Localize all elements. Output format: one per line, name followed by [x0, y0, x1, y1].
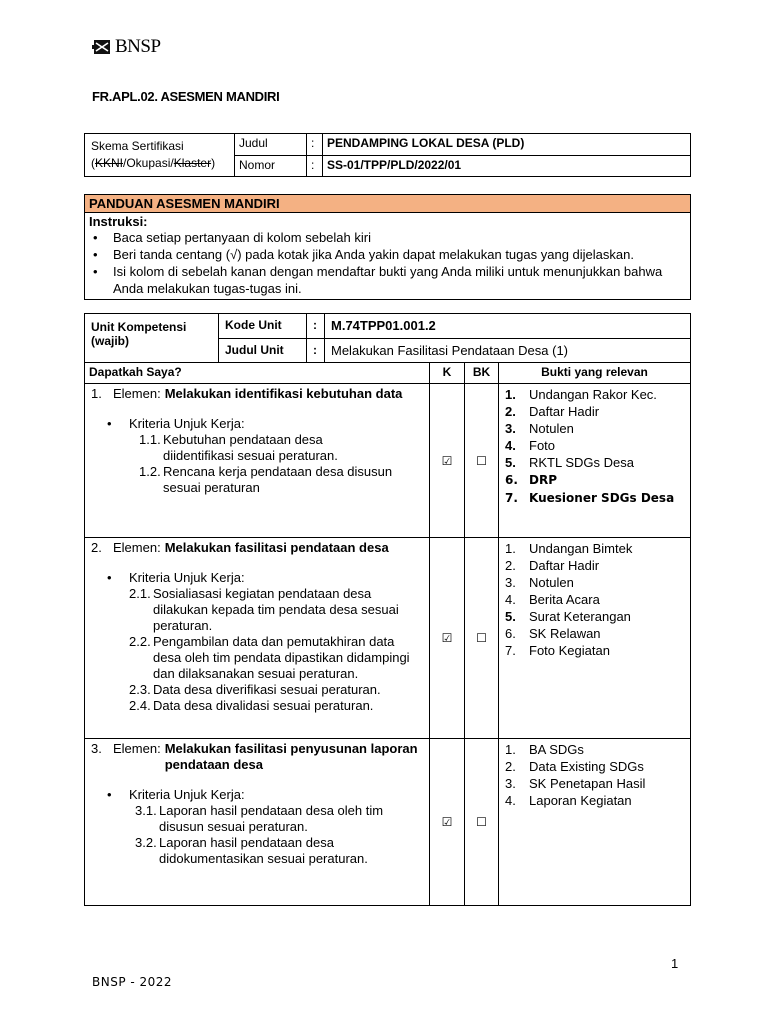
- kode-unit-colon: :: [307, 314, 325, 339]
- unit-label: Unit Kompetensi (wajib): [85, 314, 219, 363]
- elemen-2-cell: [85, 538, 430, 739]
- bukti-item: 4. Foto: [505, 438, 556, 453]
- skema-label: Skema Sertifikasi (KKNI/Okupasi/Klaster): [85, 134, 235, 177]
- kode-unit-label: Kode Unit: [219, 314, 307, 339]
- bukti-item: 2. Data Existing SDGs: [505, 759, 644, 774]
- bukti-item: 5. Surat Keterangan: [505, 609, 631, 624]
- instruksi-title: Instruksi:: [89, 214, 148, 229]
- form-title: FR.APL.02. ASESMEN MANDIRI: [92, 89, 280, 104]
- unit-kompetensi-table: [84, 313, 691, 906]
- kuk-item: 2.1. Sosialiasasi kegiatan pendataan desa dilakukan kepada tim pendata desa sesuai peraturan.: [129, 586, 399, 633]
- elemen-1-title: 1. Elemen: Melakukan identifikasi kebutuhan data: [91, 386, 403, 401]
- header-bukti: Bukti yang relevan: [499, 363, 691, 384]
- kode-unit-value: M.74TPP01.001.2: [325, 314, 691, 339]
- kuk-item: 2.2. Pengambilan data dan pemutakhiran data desa oleh tim pendata dipastikan didampingi dan dilaksanakan sesuai peraturan.: [129, 634, 410, 681]
- bukti-item: 3. SK Penetapan Hasil: [505, 776, 646, 791]
- header-dapatkah: Dapatkah Saya?: [85, 363, 430, 384]
- bukti-item: 4. Berita Acara: [505, 592, 600, 607]
- k-checkbox-3[interactable]: ☑: [430, 739, 465, 906]
- skema-table: [84, 133, 691, 177]
- bukti-item: 1. Undangan Rakor Kec.: [505, 387, 657, 402]
- bukti-item: 6. SK Relawan: [505, 626, 601, 641]
- bnsp-emblem-icon: [92, 37, 112, 57]
- elemen-1-cell: [85, 384, 430, 538]
- logo-text: BNSP: [115, 36, 161, 57]
- instruksi-item: • Beri tanda centang (√) pada kotak jika Anda yakin dapat melakukan tugas yang dijelaskan.: [93, 247, 634, 262]
- footer-text: BNSP - 2022: [92, 975, 173, 989]
- bukti-item: 3. Notulen: [505, 421, 574, 436]
- bukti-item: 1. BA SDGs: [505, 742, 584, 757]
- nomor-value: SS-01/TPP/PLD/2022/01: [323, 155, 691, 177]
- kuk-item: 1.2. Rencana kerja pendataan desa disusun sesuai peraturan: [139, 464, 393, 495]
- k-checkbox-2[interactable]: ☑: [430, 538, 465, 739]
- bk-checkbox-2[interactable]: ☐: [465, 538, 499, 739]
- kuk-2: • Kriteria Unjuk Kerja: 2.1. Sosialiasasi kegiatan pendataan desa dilakukan kepada tim pendata desa sesuai peraturan. 2.2. Pengambilan data dan pemutakhiran data desa oleh tim pendata dipastikan didampingi dan dilaksanakan sesuai peraturan. 2.3. Data desa diverifikasi sesuai peraturan. 2.4. Data desa divalidasi sesuai peraturan.: [91, 570, 423, 714]
- k-checkbox-1[interactable]: ☑: [430, 384, 465, 538]
- bukti-item: 1. Undangan Bimtek: [505, 541, 633, 556]
- kuk-item: 3.2. Laporan hasil pendataan desa didokumentasikan sesuai peraturan.: [135, 835, 368, 866]
- bukti-2: [499, 538, 691, 739]
- bukti-item: 3. Notulen: [505, 575, 574, 590]
- nomor-label: Nomor: [235, 155, 307, 177]
- kuk-item: 2.3. Data desa diverifikasi sesuai peraturan.: [129, 682, 381, 697]
- bukti-item: 7. Foto Kegiatan: [505, 643, 610, 658]
- elemen-3-title: 3. Elemen: Melakukan fasilitasi penyusunan laporan pendataan desa: [91, 741, 418, 772]
- instruksi-item: • Isi kolom di sebelah kanan dengan mendaftar bukti yang Anda miliki untuk menunjukkan bahwa Anda melakukan tugas-tugas ini.: [93, 264, 663, 296]
- panduan-table: [84, 194, 691, 300]
- bnsp-logo: [92, 36, 161, 58]
- header-k: K: [430, 363, 465, 384]
- bk-checkbox-1[interactable]: ☐: [465, 384, 499, 538]
- instruksi-item: • Baca setiap pertanyaan di kolom sebelah kiri: [93, 230, 371, 245]
- bukti-item: 6. DRP: [505, 473, 557, 487]
- judul-unit-value: Melakukan Fasilitasi Pendataan Desa (1): [325, 339, 691, 363]
- elemen-2-title: 2. Elemen: Melakukan fasilitasi pendataan desa: [91, 540, 389, 555]
- nomor-colon: :: [307, 155, 323, 177]
- panduan-header: PANDUAN ASESMEN MANDIRI: [85, 195, 691, 213]
- judul-unit-colon: :: [307, 339, 325, 363]
- judul-label: Judul: [235, 134, 307, 156]
- bukti-item: 4. Laporan Kegiatan: [505, 793, 632, 808]
- bukti-item: 2. Daftar Hadir: [505, 404, 600, 419]
- kuk-1: • Kriteria Unjuk Kerja: 1.1. Kebutuhan pendataan desa diidentifikasi sesuai peraturan. 1.2. Rencana kerja pendataan desa disusun sesuai peraturan: [91, 416, 423, 496]
- bukti-item: 5. RKTL SDGs Desa: [505, 455, 634, 470]
- kuk-item: 2.4. Data desa divalidasi sesuai peraturan.: [129, 698, 374, 713]
- header-bk: BK: [465, 363, 499, 384]
- bukti-3: [499, 739, 691, 906]
- bukti-item: 2. Daftar Hadir: [505, 558, 600, 573]
- bukti-1: [499, 384, 691, 538]
- instruksi-section: [85, 213, 691, 300]
- judul-unit-label: Judul Unit: [219, 339, 307, 363]
- kuk-item: 3.1. Laporan hasil pendataan desa oleh tim disusun sesuai peraturan.: [135, 803, 384, 834]
- page-number: 1: [671, 956, 679, 971]
- judul-colon: :: [307, 134, 323, 156]
- elemen-3-cell: [85, 739, 430, 906]
- kuk-item: 1.1. Kebutuhan pendataan desa diidentifikasi sesuai peraturan.: [139, 432, 338, 463]
- bk-checkbox-3[interactable]: ☐: [465, 739, 499, 906]
- judul-value: PENDAMPING LOKAL DESA (PLD): [323, 134, 691, 156]
- kuk-3: • Kriteria Unjuk Kerja: 3.1. Laporan hasil pendataan desa oleh tim disusun sesuai peraturan. 3.2. Laporan hasil pendataan desa didokumentasikan sesuai peraturan.: [91, 787, 423, 867]
- bukti-item: 7. Kuesioner SDGs Desa: [505, 491, 675, 505]
